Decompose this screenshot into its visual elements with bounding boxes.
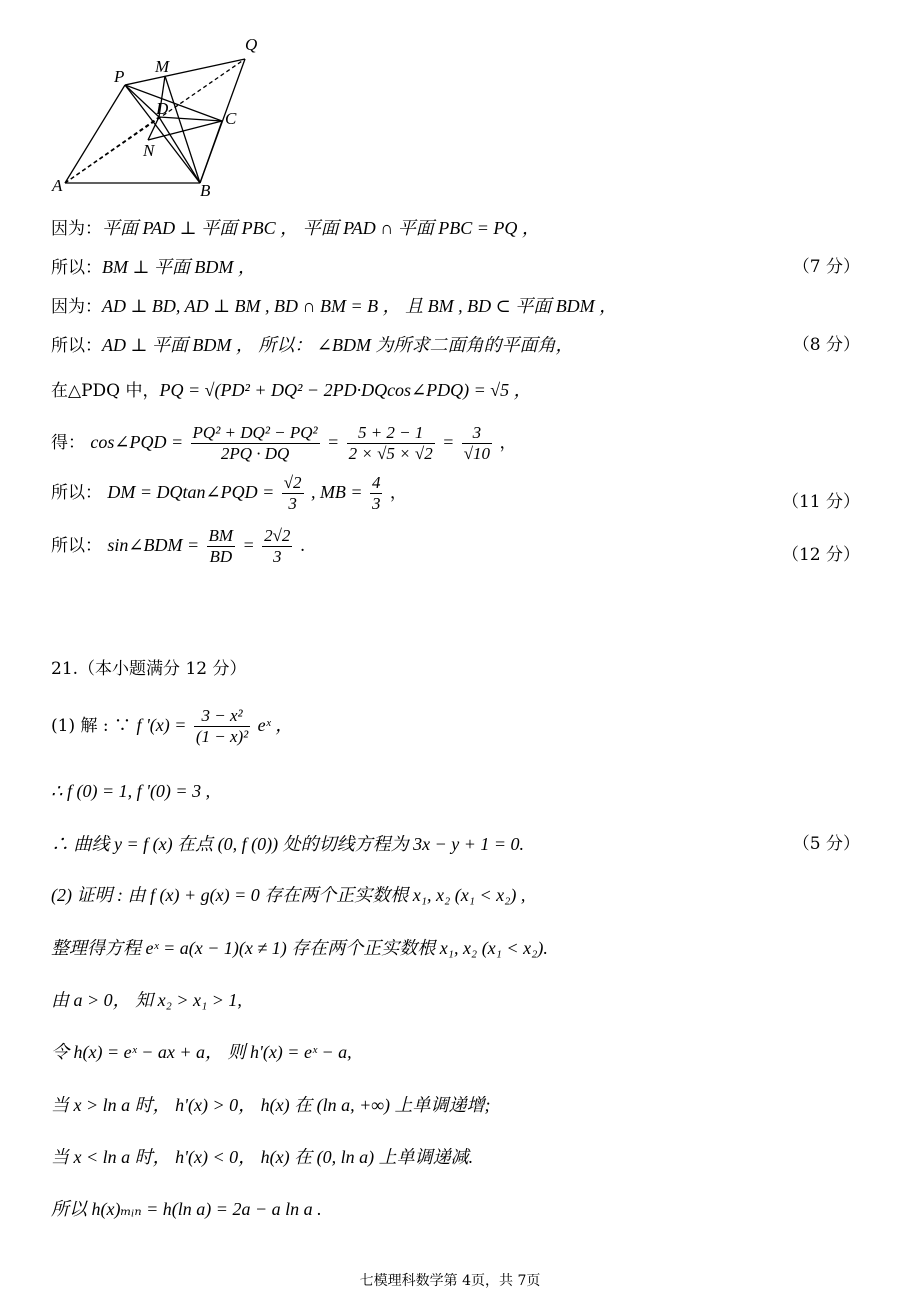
- edge-CB: [200, 121, 222, 183]
- score-7: （7 分）: [792, 257, 860, 277]
- label-N: N: [143, 141, 155, 160]
- label-D: D: [156, 99, 169, 118]
- q21-line-5: 整理得方程 eˣ = a(x − 1)(x ≠ 1) 存在两个正实数根 x₁, x₂ (x₁ < x₂).: [51, 938, 548, 958]
- score-5: （5 分）: [792, 834, 860, 854]
- q21-line-1: (1) 解 : ∵ f '(x) = $\frac{\text{3 − x²}}{\text{(1 − x)²}}$ eˣ ，: [51, 706, 294, 746]
- label-P: P: [114, 67, 125, 86]
- page-footer: 七模理科数学第 4页，共 7页: [359, 1273, 541, 1289]
- q21-title: 21.（本小题满分 12 分）: [51, 659, 247, 679]
- label-M: M: [155, 57, 170, 76]
- edge-MB: [165, 76, 200, 183]
- label-C: C: [225, 109, 237, 128]
- proof-line-2: 所以：BM ⊥ 平面 BDM ， （7 分）: [51, 257, 860, 278]
- proof-line-3: 因为：AD ⊥ BD, AD ⊥ BM , BD ∩ BM = B ， 且 BM , BD ⊂ 平面 BDM ，: [51, 296, 618, 317]
- q21-line-9: 当 x < ln a 时， h'(x) < 0， h(x) 在 (0, ln a) 上单调递减.: [51, 1147, 474, 1167]
- q21-line-7: 令 h(x) = eˣ − ax + a， 则 h'(x) = eˣ − a,: [51, 1042, 352, 1062]
- edge-DB: [159, 117, 200, 183]
- fraction-cos-general: $\frac{\text{PQ² + DQ² − PQ²}}{2PQ \cdot DQ}$: [192, 423, 318, 463]
- q21-line-2: ∴ f (0) = 1, f '(0) = 3 ,: [51, 781, 211, 801]
- fraction-cos-result: $\frac{3}{√10}$: [463, 423, 491, 463]
- proof-line-8: 所以： sin∠BDM = $\frac{BM}{BD}$ = $\frac{2√2}{3}$ . （12 分）: [51, 523, 860, 568]
- score-8: （8 分）: [792, 335, 860, 355]
- proof-line-6: 得： cos∠PQD = $\frac{\text{PQ² + DQ² − PQ²}}{2PQ \cdot DQ}$ = $\frac{5 + 2 - 1}{2 \times √5 \times √2}$ = $\frac{3}{√10}$ ，: [51, 423, 517, 463]
- score-12: （12 分）: [781, 545, 860, 565]
- q21-line-6: 由 a > 0， 知 x₂ > x₁ > 1,: [51, 990, 242, 1010]
- q21-line-3: ∴ 曲线 y = f (x) 在点 (0, f (0)) 处的切线方程为 3x − y + 1 = 0. （5 分）: [51, 834, 860, 854]
- edge-AP: [65, 85, 125, 183]
- score-11: （11 分）: [781, 492, 860, 512]
- fraction-mb: $\frac{4}{3}$: [371, 473, 381, 513]
- label-Q: Q: [245, 35, 258, 54]
- fraction-cos-numeric: $\frac{5 + 2 - 1}{2 \times √5 \times √2}$: [348, 423, 433, 463]
- proof-line-7: 所以： DM = DQtan∠PQD = $\frac{√2}{3}$ , MB = $\frac{4}{3}$ ， （11 分）: [51, 470, 860, 515]
- q21-line-10: 所以 h(x)ₘᵢₙ = h(ln a) = 2a − a ln a .: [51, 1199, 322, 1219]
- proof-line-4: 所以：AD ⊥ 平面 BDM ， 所以： ∠BDM 为所求二面角的平面角， （8 分）: [51, 335, 860, 356]
- q21-line-4: (2) 证明 : 由 f (x) + g(x) = 0 存在两个正实数根 x₁, x₂ (x₁ < x₂) ,: [51, 885, 526, 905]
- fraction-sin-result: $\frac{2√2}{3}$: [264, 526, 291, 566]
- fraction-derivative: $\frac{\text{3 − x²}}{\text{(1 − x)²}}$: [195, 706, 249, 746]
- proof-line-1: 因为：平面 PAD ⊥ 平面 PBC ， 平面 PAD ∩ 平面 PBC = PQ ，: [51, 218, 540, 239]
- label-B: B: [200, 181, 211, 200]
- label-A: A: [52, 176, 63, 195]
- proof-line-5: 在△PDQ 中，PQ = √(PD² + DQ² − 2PD·DQcos∠PDQ) = √5 ，: [51, 380, 532, 401]
- edge-PD: [125, 85, 159, 117]
- fraction-dm: $\frac{√2}{3}$: [283, 473, 302, 513]
- q21-line-8: 当 x > ln a 时， h'(x) > 0， h(x) 在 (ln a, +∞) 上单调递增;: [51, 1095, 491, 1115]
- geometry-figure: [40, 28, 280, 203]
- fraction-bm-bd: $\frac{BM}{BD}$: [208, 526, 234, 566]
